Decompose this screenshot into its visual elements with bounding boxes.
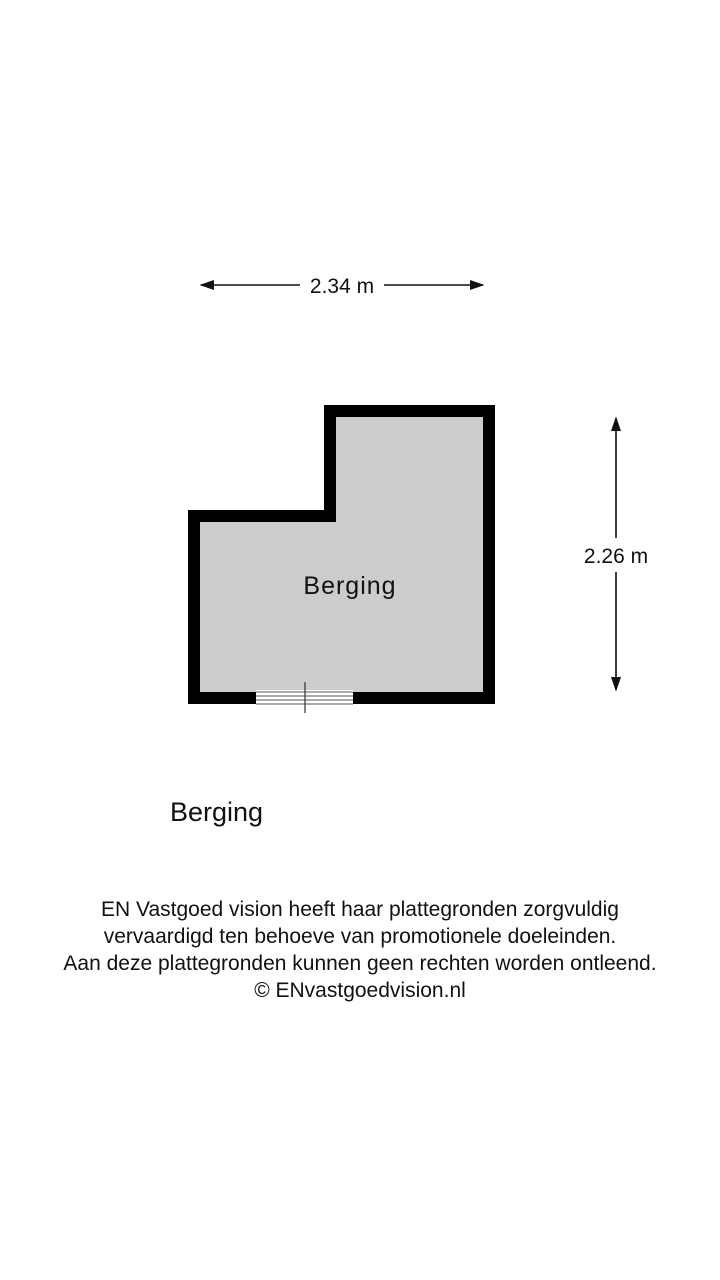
disclaimer-line: EN Vastgoed vision heeft haar plattegronden zorgvuldig [101, 898, 619, 921]
disclaimer [0, 896, 720, 1004]
floor-title: Berging [170, 797, 264, 827]
disclaimer-line: Aan deze plattegronden kunnen geen rechten worden ontleend. [63, 952, 657, 975]
height-dimension-label: 2.26 m [583, 545, 649, 568]
height-dimension [584, 418, 648, 690]
disclaimer-line: vervaardigd ten behoeve van promotionele doeleinden. [103, 925, 617, 948]
room-label: Berging [303, 572, 397, 600]
room-walls [194, 411, 489, 698]
width-dimension [201, 275, 483, 298]
width-dimension-label: 2.34 m [309, 275, 375, 298]
copyright-line: © ENvastgoedvision.nl [254, 979, 466, 1002]
